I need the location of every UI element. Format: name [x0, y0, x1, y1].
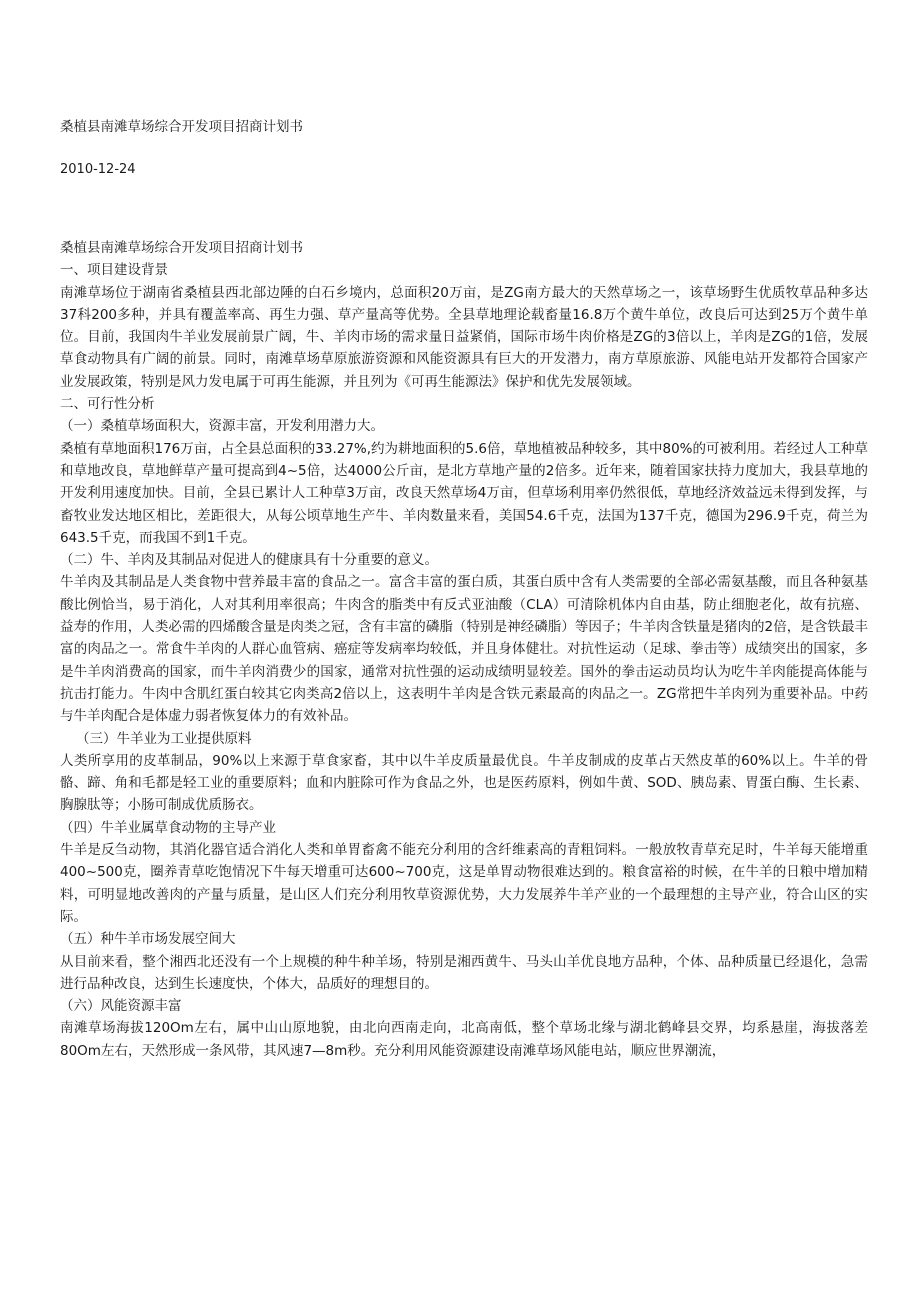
subsection-heading-industry: （三）牛羊业为工业提供原料	[76, 730, 252, 747]
subsection-heading-grassland: （一）桑植草场面积大，资源丰富，开发利用潜力大。	[60, 418, 384, 435]
document-body	[60, 237, 868, 1062]
subsection-heading-health: （二）牛、羊肉及其制品对促进人的健康具有十分重要的意义。	[60, 552, 438, 569]
paragraph-grassland: 桑植有草地面积176万亩，占全县总面积的33.27%,约为耕地面积的5.6倍，草地植被品种较多，其中80%的可被利用。若经过人工种草和草地改良，草地鲜草产量可提高到4~5倍，达4000公斤亩，是北方草地产量的2倍多。近年来，随着国家扶持力度加大，我县草地的开发利用速度加快。目前，全县已累计人工种草3万亩，改良天然草场4万亩，但草场利用率仍然很低，草地经济效益远未得到发挥，与畜牧业发达地区相比，差距很大，从每公顷草地生产牛、羊肉数量来看，美国54.6千克，法国为137千克，德国为296.9千克，荷兰为643.5千克，而我国不到1千克。	[60, 440, 869, 546]
body-title: 桑植县南滩草场综合开发项目招商计划书	[60, 240, 303, 256]
paragraph-industry: 人类所享用的皮革制品，90%以上来源于草食家畜，其中以牛羊皮质量最优良。牛羊皮制成的皮革占天然皮革的60%以上。牛羊的骨骼、蹄、角和毛都是轻工业的重要原料；血和内脏除可作为食品之外，也是医药原料，例如牛黄、SOD、胰岛素、胃蛋白酶、生长素、胸腺肽等；小肠可制成优质肠衣。	[60, 752, 868, 814]
paragraph-leading-industry: 牛羊是反刍动物，其消化器官适合消化人类和单胃畜禽不能充分利用的含纤维素高的青粗饲料。一般放牧青草充足时，牛羊每天能增重400~500克，圈养青草吃饱情况下牛每天增重可达600~700克，这是单胃动物很难达到的。粮食富裕的时候，在牛羊的日粮中增加精料，可明显地改善肉的产量与质量，是山区人们充分利用牧草资源优势，大力发展养牛羊产业的一个最理想的主导产业，符合山区的实际。	[60, 842, 868, 925]
section-heading-background: 一、项目建设背景	[60, 262, 168, 279]
paragraph-background: 南滩草场位于湖南省桑植县西北部边陲的白石乡境内，总面积20万亩，是ZG南方最大的天然草场之一，该草场野生优质牧草品种多达37科200多种，并具有覆盖率高、再生力强、草产量高等优势。全县草地理论载畜量16.8万个黄牛单位，改良后可达到25万个黄牛单位。目前，我国肉牛羊业发展前景广阔，牛、羊肉市场的需求量日益紧俏，国际市场牛肉价格是ZG的3倍以上，羊肉是ZG的1倍，发展草食动物具有广阔的前景。同时，南滩草场草原旅游资源和风能资源具有巨大的开发潜力，南方草原旅游、风能电站开发都符合国家产业发展政策，特别是风力发电属于可再生能源，并且列为《可再生能源法》保护和优先发展领域。	[60, 284, 868, 390]
paragraph-wind-energy: 南滩草场海拔120Om左右，属中山山原地貌，由北向西南走向，北高南低，整个草场北缘与湖北鹤峰县交界，均系悬崖，海拔落差80Om左右，天然形成一条风带，其风速7—8m秒。充分利用风能资源建设南滩草场风能电站，顺应世界潮流，	[60, 1020, 868, 1059]
paragraph-health: 牛羊肉及其制品是人类食物中营养最丰富的食品之一。富含丰富的蛋白质，其蛋白质中含有人类需要的全部必需氨基酸，而且各种氨基酸比例恰当，易于消化，人对其利用率很高；牛肉含的脂类中有反式亚油酸（CLA）可清除机体内自由基，防止细胞老化，故有抗癌、益寿的作用，人类必需的四烯酸含量是肉类之冠，含有丰富的磷脂（特别是神经磷脂）等因子；牛羊肉含铁量是猪肉的2倍，是含铁最丰富的肉品之一。常食牛羊肉的人群心血管病、癌症等发病率均较低，并且身体健壮。对抗性运动（足球、拳击等）成绩突出的国家，多是牛羊肉消费高的国家，而牛羊肉消费少的国家，通常对抗性强的运动成绩明显较差。国外的拳击运动员均认为吃牛羊肉能提高体能与抗击打能力。牛肉中含肌红蛋白较其它肉类高2倍以上，这表明牛羊肉是含铁元素最高的肉品之一。ZG常把牛羊肉列为重要补品。中药与牛羊肉配合是体虚力弱者恢复体力的有效补品。	[60, 574, 868, 725]
paragraph-breeding-market: 从目前来看，整个湘西北还没有一个上规模的种牛种羊场，特别是湘西黄牛、马头山羊优良地方品种，个体、品种质量已经退化，急需进行品种改良，达到生长速度快，个体大，品质好的理想目的。	[60, 953, 868, 992]
section-heading-feasibility: 二、可行性分析	[60, 396, 155, 413]
subsection-heading-wind-energy: （六）风能资源丰富	[60, 998, 182, 1015]
subsection-heading-leading-industry: （四）牛羊业属草食动物的主导产业	[60, 819, 276, 836]
document-date: 2010-12-24	[60, 162, 136, 177]
document-header-title: 桑植县南滩草场综合开发项目招商计划书	[60, 119, 303, 135]
subsection-heading-breeding-market: （五）种牛羊市场发展空间大	[60, 931, 236, 948]
